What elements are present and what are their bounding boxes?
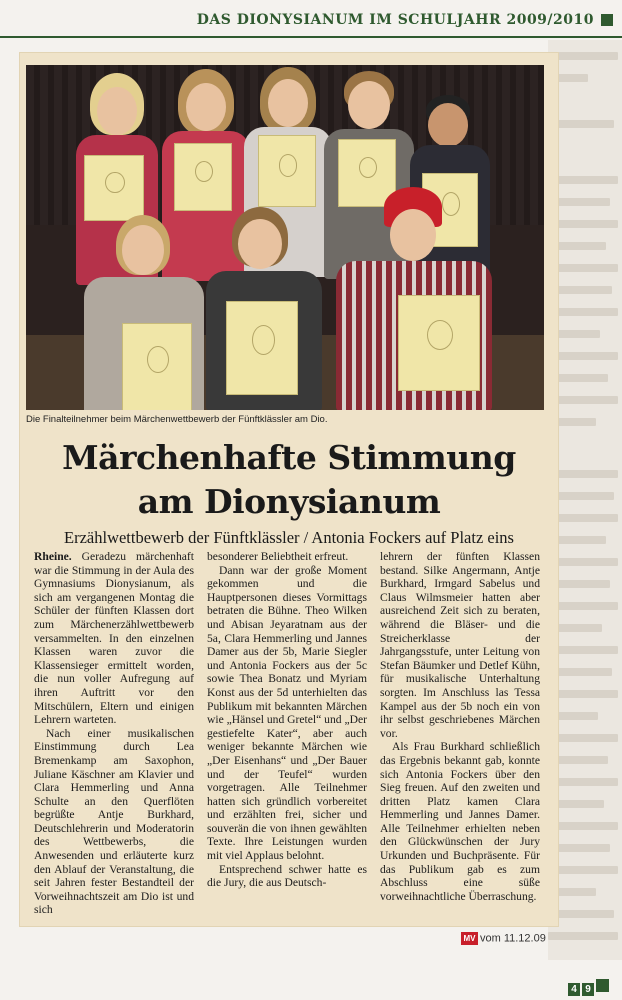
photo-caption: Die Finalteilnehmer beim Märchenwettbewerb der Fünftklässler am Dio. [26,414,328,425]
paragraph: Dann war der große Moment gekommen und die Hauptpersonen dieses Vormittags betraten die Bühne. Theo Wilken und Abisan Jeyaratnam aus der 5a, Clara Hemmerling und Jannes Damer aus der 5b, Marie Siegler und Antonia Fockers aus der 5c sowie Thea Bonatz und Myriam Konst aus der 5d unterhielten das Publikum mit bekannten Märchen wie „Hänsel und Gretel“ und „Der gestiefelte Kater“, aber auch weniger bekannte Märchen wie „Der Eisenhans“ und „Der Bauer und der Teufel“ wurden vorgetragen. Alle Teilnehmer hatten sich gründlich vorbereitet und erzählten frei, sicher und souverän die von ihnen gewählten Texte. Ihre Leistungen wurden mit viel Applaus belohnt. [207,563,367,863]
header-square-icon [601,14,613,26]
page-header [0,0,622,38]
paragraph: lehrern der fünften Klassen bestand. Silke Angermann, Antje Burkhard, Irmgard Sabelus und Claus Wilmsmeier hatten aber ausreichend Zeit sich zu beraten, während die Bläser- und die Streicherklasse der Jahrgangsstufe, unter Leitung von Stefan Bäumker und Detlef Kühn, für musikalische Unterhaltung sorgten. Im Anschluss las Tessa Kampel aus der 5b noch ein von ihr selbst geschriebenes Märchen vor. [380,550,540,740]
page-number-digit: 9 [582,983,594,996]
article-subheadline: Erzählwettbewerb der Fünftklässler / Antonia Fockers auf Platz eins [64,528,514,547]
article-photo [26,65,544,410]
article-headline: Märchenhafte Stimmung am Dionysianum [62,438,516,521]
article-column-2 [207,550,367,890]
paragraph: Rheine. Geradezu märchenhaft war die Stimmung in der Aula des Gymnasiums Dionysianum, als sich am vergangenen Montag die Schüler der fünften Klassen dort zum Märchenerzählwettbewerb versammelten. In den einzelnen Klassen waren zuvor die Klassensieger ermittelt worden, die nun voller Aufregung auf ihren Auftritt vor den Mitschülern, Eltern und einigen Lehrern warteten. [34,550,194,727]
background-page [548,40,622,960]
source-date: vom 11.12.09 [480,932,546,945]
source-credit [461,932,546,948]
page-number [568,979,609,993]
page-number-digit: 4 [568,983,580,996]
mv-logo-icon: MV [461,932,478,945]
paragraph: besonderer Beliebtheit erfreut. [207,550,349,563]
paragraph: Als Frau Burkhard schließlich das Ergebnis bekannt gab, konnte sich Antonia Fockers über den Sieg freuen. Auf den zweiten und dritten Platz kamen Clara Hemmerling und Jannes Damer. Alle Teilnehmer erhielten neben den Glückwünschen der Jury Urkunden und Buchpräsente. Für das Publikum gab es zum Abschluss eine süße vorweihnachtliche Überraschung. [380,740,540,903]
article-column-1 [34,550,194,917]
page-square-icon [596,979,609,992]
header-title: DAS DIONYSIANUM IM SCHULJAHR 2009/2010 [196,12,594,28]
paragraph: Nach einer musikalischen Einstimmung durch Lea Bremenkamp am Saxophon, Juliane Käschner am Klavier und Clara Hemmerling und Anna Schulte an den Querflöten begrüßte Antje Burkhard, Deutschlehrerin und Moderatorin des Wettbewerbs, die Anwesenden und erläuterte kurz den Ablauf der Veranstaltung, die seit Jahren fester Bestandteil der Vorweihnachtszeit am Dio ist und sich [34,726,194,917]
paragraph: Entsprechend schwer hatte es die Jury, die aus Deutsch- [207,862,367,890]
article-column-3 [380,550,540,903]
header-rule [0,36,622,38]
